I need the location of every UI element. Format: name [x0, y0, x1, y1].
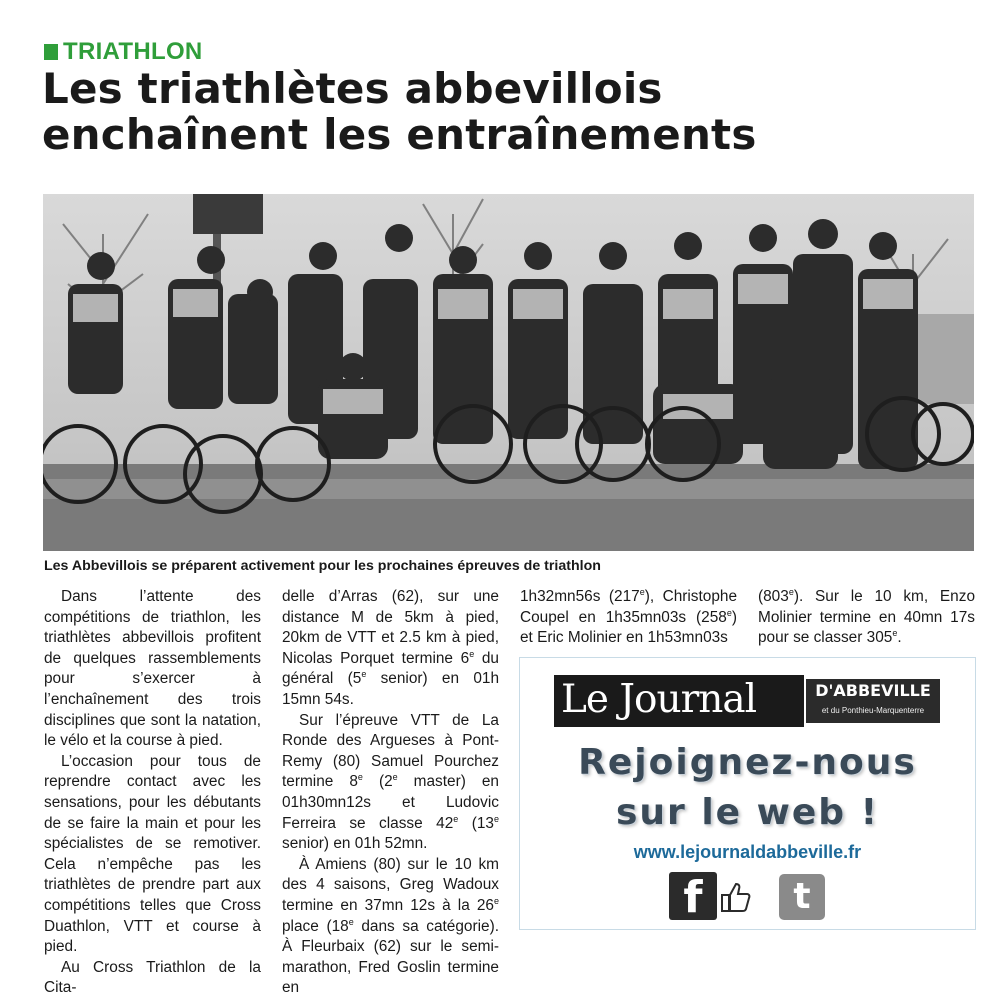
article-column-4	[758, 587, 975, 649]
paragraph: delle d’Arras (62), sur une distance M de 5km à pied, 20km de VTT et 2.5 km à pied, Nicolas Porquet termine 6e du général (5e senior) en 01h 15mn 54s.	[282, 588, 499, 708]
rubric-label: TRIATHLON	[63, 38, 203, 65]
headline-line-1: Les triathlètes abbevillois	[42, 64, 663, 113]
thumbs-up-icon[interactable]	[718, 880, 752, 914]
website-link[interactable]: www.lejournaldabbeville.fr	[633, 842, 862, 862]
paragraph: Sur l’épreuve VTT de La Ronde des Argueses à Pont-Remy (80) Samuel Pourchez termine 8e (2e master) en 01h30mn12s et Ludovic Ferreira se classe 42e (13e senior) en 01h 52mn.	[282, 711, 500, 853]
logo-subtitle: et du Ponthieu-Marquenterre	[821, 706, 925, 715]
twitter-icon[interactable]: t	[779, 874, 825, 920]
newspaper-logo	[554, 675, 940, 727]
article-headline	[42, 66, 962, 158]
paragraph: Dans l’attente des compétitions de triathlon, les triathlètes abbevillois profitent de quelques rassemblements pour s’exercer à l’enchaînement des trois disciplines que sont la natation, le vélo et la course à pied.	[44, 588, 261, 750]
logo-main-text: Le Journal	[561, 677, 757, 722]
paragraph: (803e). Sur le 10 km, Enzo Molinier termine en 40mn 17s pour se classer 305e.	[758, 586, 975, 647]
section-rubric	[44, 38, 203, 66]
paragraph: 1h32mn56s (217e), Christophe Coupel en 1h35mn03s (258e) et Eric Molinier en 1h53mn03s	[520, 586, 738, 647]
group-photo	[43, 194, 974, 551]
facebook-icon[interactable]: f	[669, 872, 717, 920]
photo-caption: Les Abbevillois se préparent activement pour les prochaines épreuves de triathlon	[44, 558, 601, 574]
promo-line-2: sur le web !	[615, 792, 880, 833]
web-promo-ad[interactable]	[519, 657, 976, 930]
paragraph: L’occasion pour tous de reprendre contact avec les sensations, pour les débutants de se faire la main et pour les spécialistes de se remotiver. Cela n’empêche pas les triathlètes de prendre part aux compétitions telles que Cross Duathlon, VTT et course à pied.	[44, 752, 261, 956]
article-column-2	[282, 587, 499, 999]
article-column-3	[520, 587, 737, 649]
headline-line-2: enchaînent les entraînements	[42, 110, 757, 159]
rubric-square-icon	[44, 44, 58, 60]
paragraph: À Amiens (80) sur le 10 km des 4 saisons, Greg Wadoux termine en 37mn 12s à la 26e place (18e dans sa catégorie). À Fleurbaix (62) sur le semi-marathon, Fred Goslin termine en	[282, 855, 499, 997]
paragraph: Au Cross Triathlon de la Cita-	[44, 958, 261, 997]
promo-line-1: Rejoignez-nous	[578, 742, 917, 783]
article-column-1	[44, 587, 261, 999]
logo-city-text: D'ABBEVILLE	[815, 681, 931, 700]
